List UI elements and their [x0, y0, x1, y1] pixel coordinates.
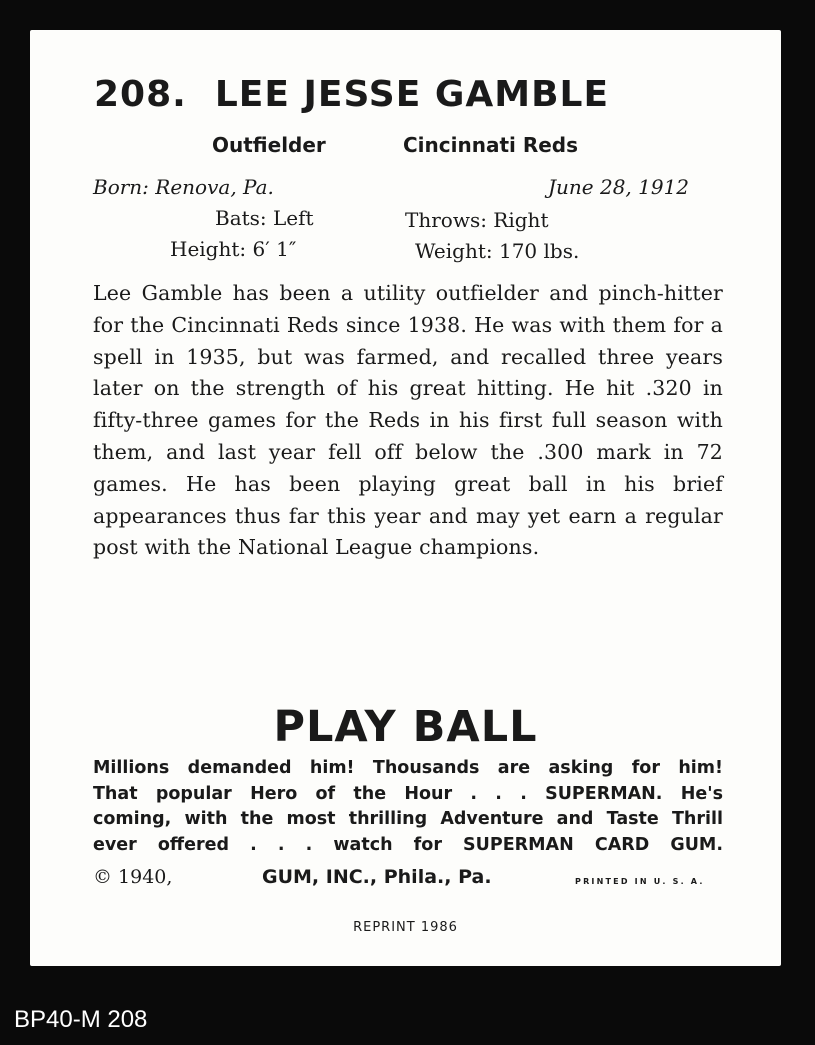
printed-in-usa: PRINTED IN U. S. A.	[575, 877, 705, 886]
birthplace: Born: Renova, Pa.	[93, 175, 274, 199]
copyright: © 1940,	[93, 866, 173, 888]
player-position: Outfielder	[212, 133, 326, 157]
reprint-notice: REPRINT 1986	[353, 920, 458, 935]
play-ball-headline: PLAY BALL	[273, 702, 538, 752]
promo-line: Millions demanded him! Thousands are asking for him!	[93, 758, 723, 778]
player-team: Cincinnati Reds	[403, 133, 579, 157]
promo-line: That popular Hero of the Hour . . . SUPERMAN. He's	[93, 783, 723, 804]
promo-line: ever offered . . . watch for SUPERMAN CARD GUM.	[93, 834, 723, 855]
publisher: GUM, INC., Phila., Pa.	[262, 866, 492, 888]
superman-promo	[93, 756, 723, 858]
birth-date: June 28, 1912	[548, 175, 690, 199]
height-stat: Height: 6′ 1″	[170, 237, 297, 261]
promo-line: coming, with the most thrilling Adventure and Taste Thrill	[93, 809, 723, 829]
card-number: 208.	[94, 74, 187, 115]
weight-stat: Weight: 170 lbs.	[415, 239, 580, 263]
image-caption: BP40-M 208	[14, 1006, 148, 1033]
player-name: LEE JESSE GAMBLE	[214, 74, 610, 115]
card-title	[94, 74, 609, 115]
bats-stat: Bats: Left	[215, 206, 314, 230]
throws-stat: Throws: Right	[405, 208, 549, 232]
player-biography: Lee Gamble has been a utility outfielder and pinch-hitter for the Cincinnati Reds since 1938. He was with them for a spell in 1935, but was farmed, and recalled three years later on the strength of his great hitting. He hit .320 in fifty-three games for the Reds in his first full season with them, and last year fell off below the .300 mark in 72 games. He has been playing great ball in his brief appearances thus far this year and may yet earn a regular post with the National League champions.	[93, 281, 723, 560]
baseball-card-back	[30, 30, 781, 966]
